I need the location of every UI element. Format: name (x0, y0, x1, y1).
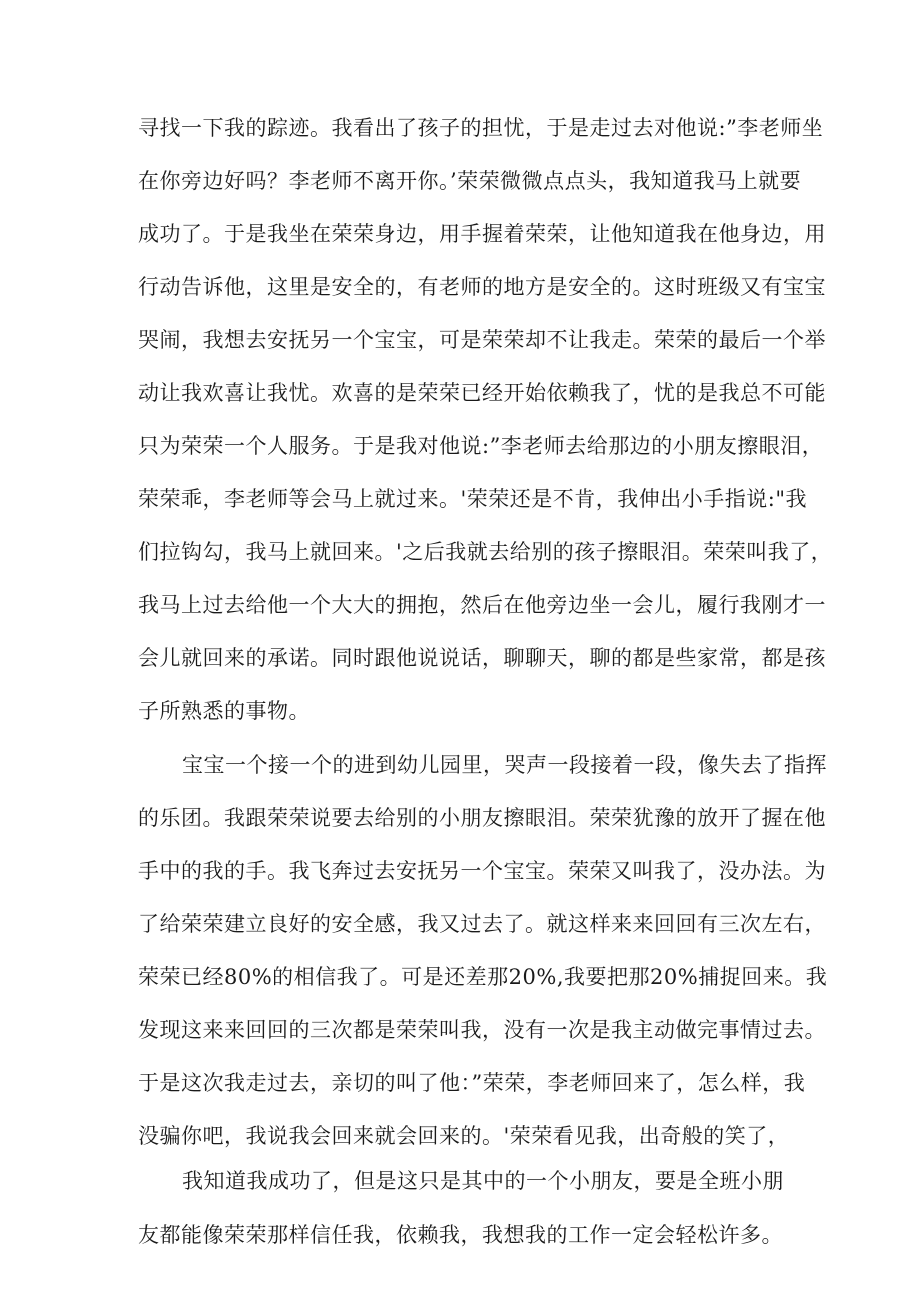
text-line: 哭闹，我想去安抚另一个宝宝，可是荣荣却不让我走。荣荣的最后一个举 (138, 328, 826, 352)
text-line: 发现这来来回回的三次都是荣荣叫我，没有一次是我主动做完事情过去。 (138, 1018, 826, 1042)
text-line: 们拉钩勾，我马上就回来。'之后我就去给别的孩子擦眼泪。荣荣叫我了， (138, 540, 833, 564)
text-line: 我马上过去给他一个大大的拥抱，然后在他旁边坐一会儿，履行我刚才一 (138, 593, 826, 617)
text-line: 在你旁边好吗？李老师不离开你。’荣荣微微点点头，我知道我马上就要 (138, 169, 802, 193)
text-line: 只为荣荣一个人服务。于是我对他说:”李老师去给那边的小朋友擦眼泪， (138, 434, 824, 458)
text-line: 的乐团。我跟荣荣说要去给别的小朋友擦眼泪。荣荣犹豫的放开了握在他 (138, 806, 826, 830)
text-line: 荣荣已经80%的相信我了。可是还差那20%,我要把那20%捕捉回来。我 (138, 965, 828, 989)
text-line: 寻找一下我的踪迹。我看出了孩子的担忧，于是走过去对他说:”李老师坐 (138, 116, 824, 140)
text-line: 手中的我的手。我飞奔过去安抚另一个宝宝。荣荣又叫我了，没办法。为 (138, 859, 826, 883)
text-line: 子所熟悉的事物。 (138, 699, 310, 723)
text-line: 动让我欢喜让我忧。欢喜的是荣荣已经开始依赖我了，忧的是我总不可能 (138, 381, 826, 405)
text-line: 行动告诉他，这里是安全的，有老师的地方是安全的。这时班级又有宝宝 (138, 275, 826, 299)
text-line: 了给荣荣建立良好的安全感，我又过去了。就这样来来回回有三次左右， (138, 912, 826, 936)
text-line: 荣荣乖，李老师等会马上就过来。'荣荣还是不肯，我伸出小手指说:"我 (138, 487, 808, 511)
text-line: 我知道我成功了，但是这只是其中的一个小朋友，要是全班小朋 (182, 1169, 784, 1193)
text-line: 友都能像荣荣那样信任我，依赖我，我想我的工作一定会轻松许多。 (138, 1223, 783, 1247)
text-line: 会儿就回来的承诺。同时跟他说说话，聊聊天，聊的都是些家常，都是孩 (138, 646, 826, 670)
text-line: 于是这次我走过去，亲切的叫了他：”荣荣，李老师回来了，怎么样，我 (138, 1071, 806, 1095)
text-line: 成功了。于是我坐在荣荣身边，用手握着荣荣，让他知道我在他身边，用 (138, 222, 826, 246)
text-line: 宝宝一个接一个的进到幼儿园里，哭声一段接着一段，像失去了指挥 (182, 753, 827, 777)
text-line: 没骗你吧，我说我会回来就会回来的。'荣荣看见我，出奇般的笑了， (138, 1124, 790, 1148)
